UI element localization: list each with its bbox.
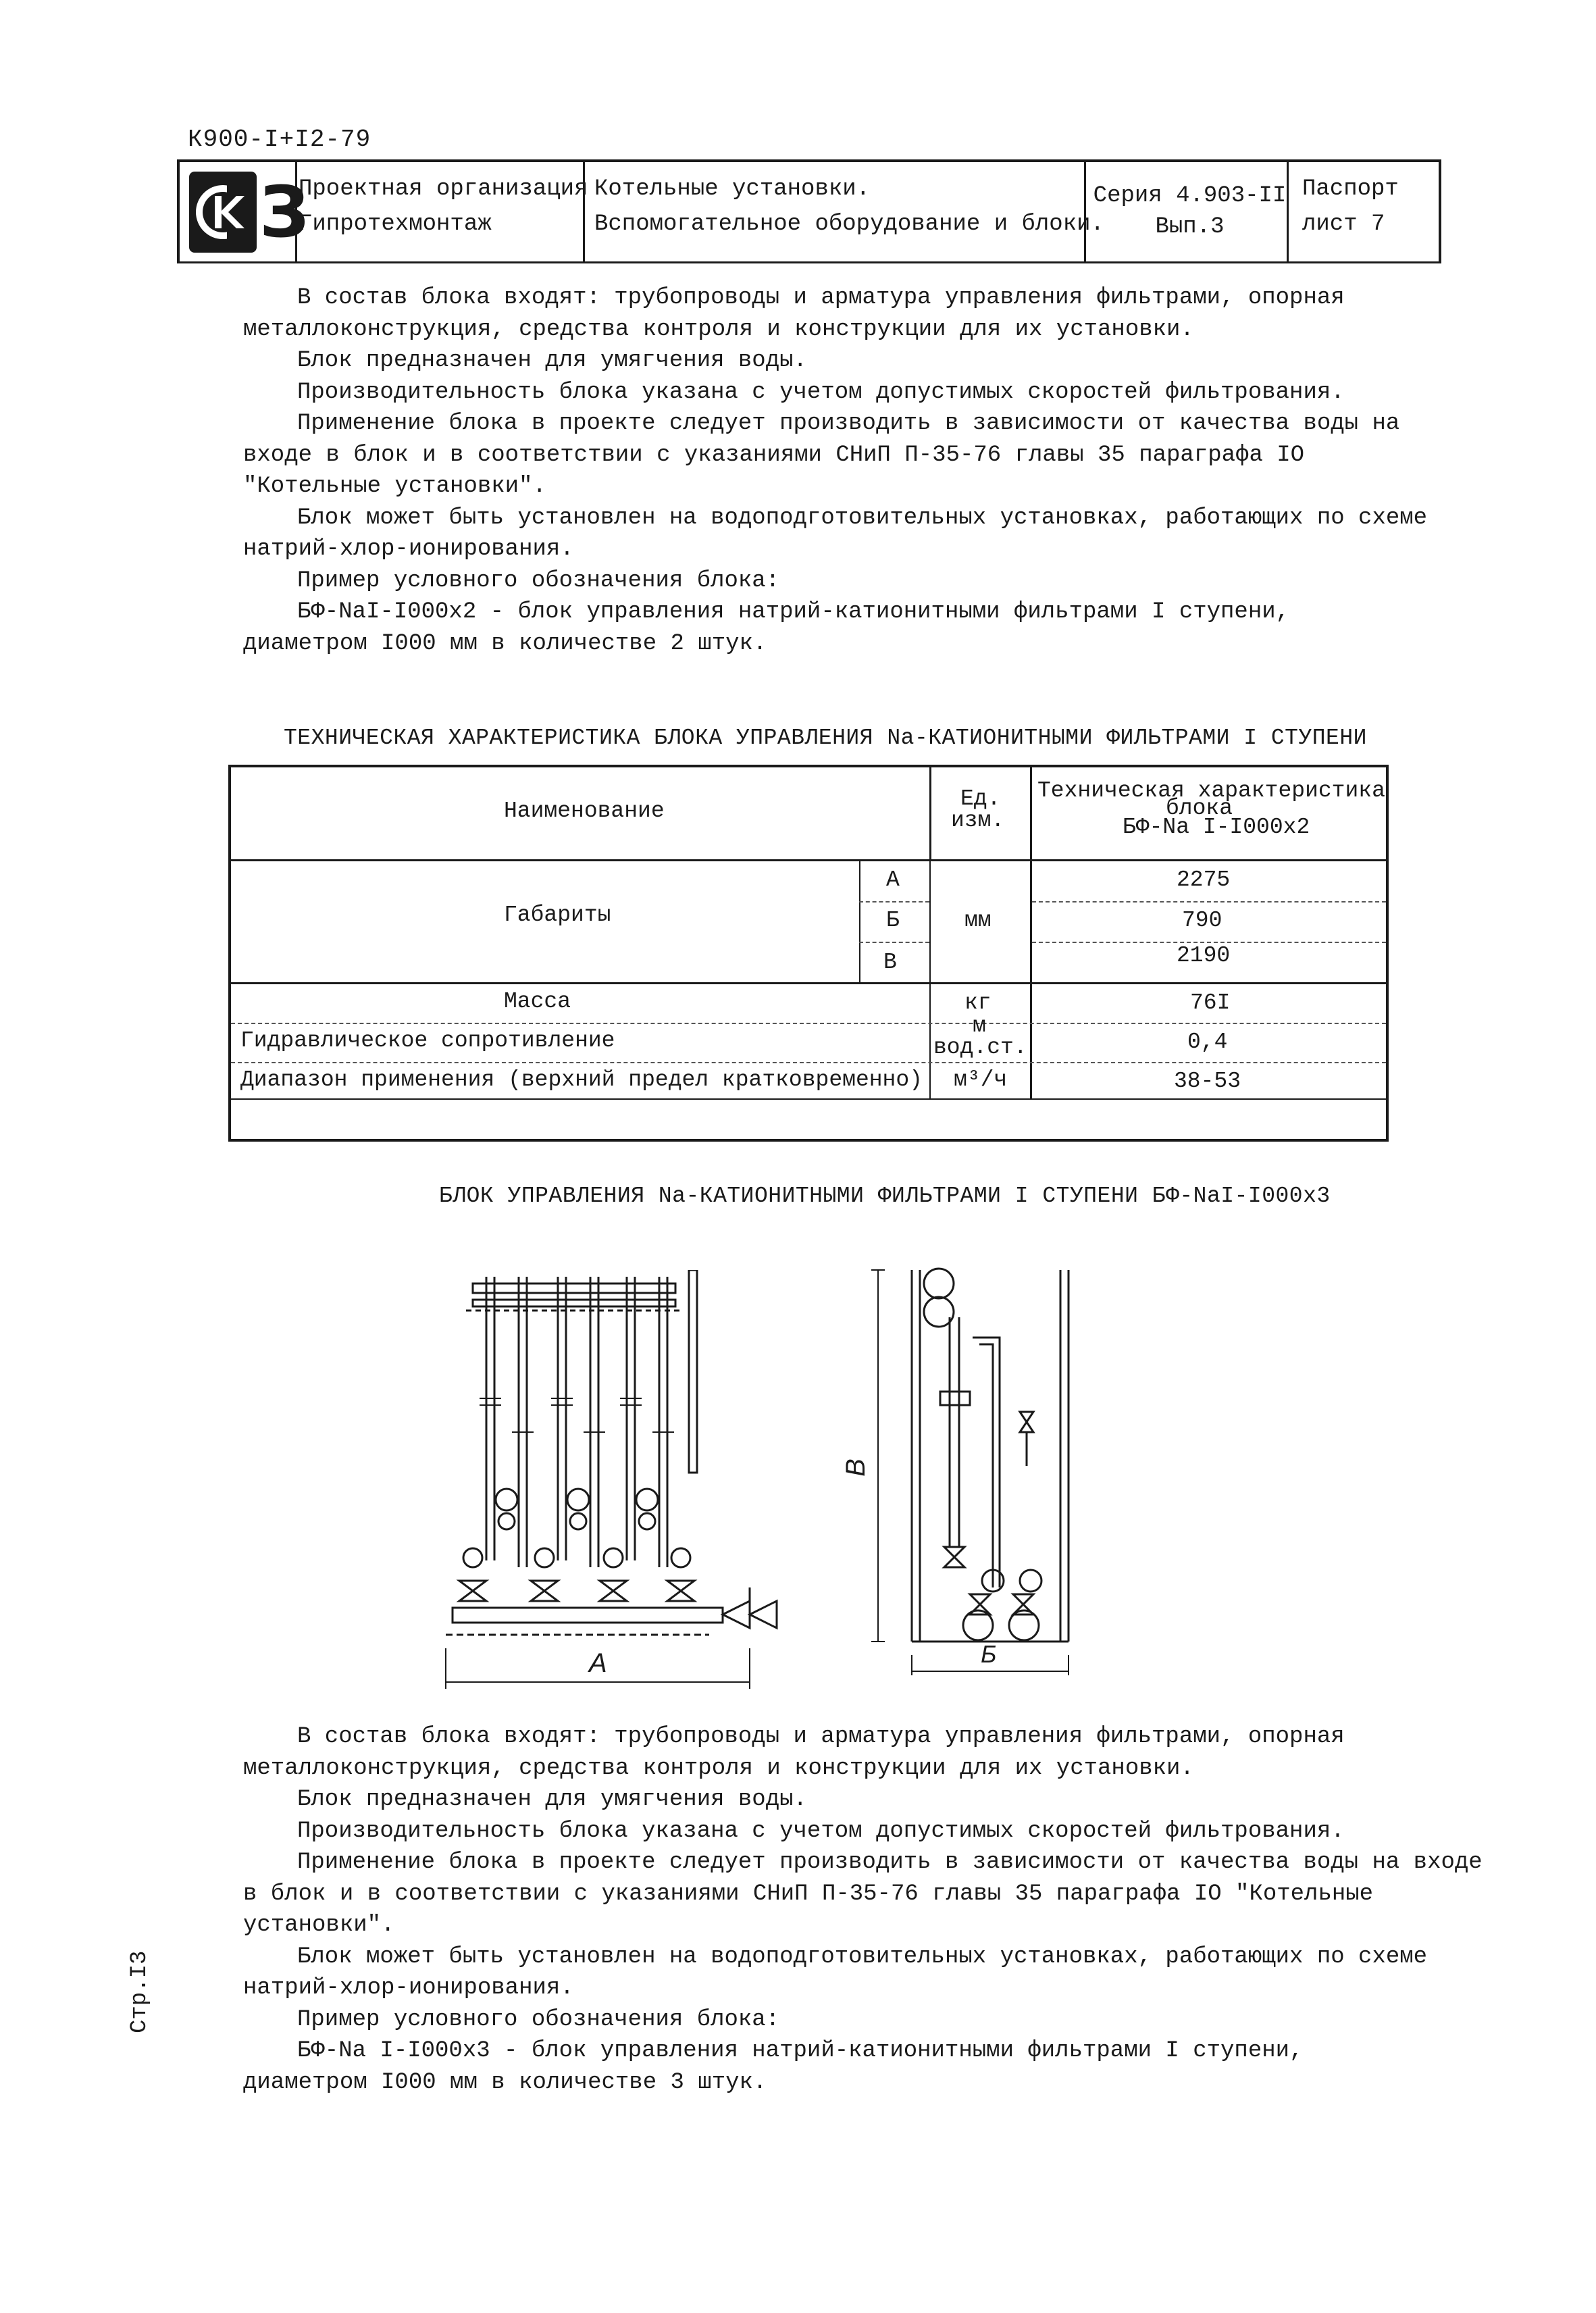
- document-code: К900-I+I2-79: [188, 126, 371, 153]
- passport-cell: [1289, 162, 1439, 261]
- text-line: Пример условного обозначения блока:: [297, 567, 780, 594]
- text-line: БФ-NaI-I000x2 - блок управления натрий-катионитными фильтрами I ступени,: [297, 599, 1290, 625]
- range-unit: м³/ч: [954, 1067, 1008, 1092]
- series-cell: [1086, 162, 1289, 261]
- text-line: Блок может быть установлен на водоподготовительных установках, работающих по схеме: [297, 505, 1428, 531]
- table-rule: [859, 901, 929, 903]
- table-rule: [231, 1023, 1386, 1024]
- title-block: [177, 159, 1441, 263]
- text-line: Применение блока в проекте следует производить в зависимости от качества воды на: [297, 411, 1400, 436]
- text-line: Пример условного обозначения блока:: [297, 2006, 780, 2033]
- dimension-a-label: А: [886, 867, 900, 892]
- table-title: ТЕХНИЧЕСКАЯ ХАРАКТЕРИСТИКА БЛОКА УПРАВЛЕНИЯ Na-КАТИОНИТНЫМИ ФИЛЬТРАМИ I СТУПЕНИ: [284, 726, 1367, 751]
- dimensions-unit: мм: [964, 908, 992, 933]
- table-rule: [859, 942, 929, 943]
- table-rule: [929, 861, 931, 982]
- table-rule: [231, 1098, 1386, 1100]
- text-line: металлоконструкция, средства контроля и конструкции для их установки.: [243, 1755, 1194, 1781]
- text-line: "Котельные установки".: [243, 474, 546, 499]
- document-title-cell: [585, 162, 1104, 261]
- document-title-line2: Вспомогательное оборудование и блоки.: [594, 211, 1104, 237]
- logo-cell: [180, 162, 309, 261]
- column-header-spec-3: БФ-Na I-I000x2: [1123, 815, 1310, 840]
- dimension-a-drawing-label: А: [589, 1648, 607, 1678]
- front-view-drawing: [432, 1270, 783, 1702]
- text-line: металлоконструкция, средства контроля и конструкции для их установки.: [243, 316, 1194, 342]
- dimension-b-label: Б: [886, 908, 900, 933]
- column-header-spec-1: Техническая характеристика: [1037, 778, 1385, 803]
- dimension-v-value: 2190: [1177, 943, 1231, 968]
- passport-label: Паспорт: [1302, 176, 1399, 202]
- text-line: диаметром I000 мм в количестве 3 штук.: [243, 2069, 767, 2095]
- dimension-v-drawing-label: В: [840, 1458, 871, 1477]
- text-line: В состав блока входят: трубопроводы и арматура управления фильтрами, опорная: [297, 1724, 1345, 1750]
- hydraulic-unit-1: м: [973, 1013, 986, 1038]
- text-line: Производительность блока указана с учетом допустимых скоростей фильтрования.: [297, 379, 1345, 405]
- text-line: Блок предназначен для умягчения воды.: [297, 1787, 807, 1812]
- text-line: Блок предназначен для умягчения воды.: [297, 348, 807, 374]
- column-header-unit-1: Ед.: [960, 786, 1001, 811]
- text-line: диаметром I000 мм в количестве 2 штук.: [243, 630, 767, 657]
- organization-label: Проектная организация: [299, 176, 588, 202]
- row-label-application-range: Диапазон применения (верхний предел кратковременно): [240, 1067, 923, 1092]
- series-issue: Вып.3: [1155, 214, 1225, 240]
- logo-letter: З: [259, 171, 309, 253]
- text-line: БФ-Na I-I000x3 - блок управления натрий-катионитными фильтрами I ступени,: [297, 2038, 1304, 2064]
- mass-unit: кг: [964, 990, 992, 1015]
- organization-logo-icon: [189, 172, 257, 253]
- page-number: Стр.I3: [127, 1950, 153, 2033]
- range-value: 38-53: [1174, 1069, 1241, 1094]
- text-line: установки".: [243, 1912, 395, 1938]
- passport-sheet: лист 7: [1302, 211, 1385, 237]
- table-rule: [231, 982, 1386, 984]
- table-rule: [231, 859, 1386, 861]
- text-line: натрий-хлор-ионирования.: [243, 1975, 574, 2001]
- drawing-title: БЛОК УПРАВЛЕНИЯ Na-КАТИОНИТНЫМИ ФИЛЬТРАМИ I СТУПЕНИ БФ-NaI-I000x3: [439, 1184, 1331, 1209]
- description-paragraphs: [243, 1721, 1483, 2098]
- text-line: в блок и в соответствии с указаниями СНиП П-35-76 главы 35 параграфа IO "Котельные: [243, 1881, 1374, 1907]
- dimension-b-value: 790: [1182, 908, 1222, 933]
- column-header-name: Наименование: [504, 798, 665, 823]
- table-rule: [859, 861, 860, 982]
- table-rule: [929, 982, 931, 1098]
- row-label-hydraulic-resistance: Гидравлическое сопротивление: [240, 1028, 615, 1053]
- column-header-spec-2: блока: [1166, 796, 1233, 821]
- organization-cell: [297, 162, 588, 261]
- row-label-dimensions: Габариты: [504, 903, 611, 927]
- dimension-b-drawing-label: Б: [981, 1640, 997, 1668]
- table-rule: [1032, 901, 1386, 903]
- text-line: Применение блока в проекте следует производить в зависимости от качества воды на входе: [297, 1850, 1483, 1875]
- column-header-unit-2: изм.: [951, 808, 1005, 833]
- mass-value: 76I: [1190, 990, 1231, 1015]
- text-line: В состав блока входят: трубопроводы и арматура управления фильтрами, опорная: [297, 285, 1345, 311]
- dimension-a-value: 2275: [1177, 867, 1231, 892]
- table-rule: [1030, 767, 1032, 1098]
- hydraulic-unit-2: вод.ст.: [933, 1035, 1027, 1060]
- text-line: натрий-хлор-ионирования.: [243, 536, 574, 562]
- text-line: Производительность блока указана с учетом допустимых скоростей фильтрования.: [297, 1818, 1345, 1844]
- dimension-v-label: В: [883, 950, 897, 975]
- hydraulic-value: 0,4: [1187, 1030, 1228, 1054]
- organization-name: Гипротехмонтаж: [299, 211, 492, 237]
- intro-paragraphs: [243, 282, 1427, 659]
- spec-table: [228, 765, 1389, 1142]
- row-label-mass: Масса: [504, 989, 571, 1014]
- table-rule: [929, 767, 931, 861]
- text-line: Блок может быть установлен на водоподготовительных установках, работающих по схеме: [297, 1943, 1428, 1970]
- side-view-drawing: [865, 1263, 1087, 1682]
- series-number: Серия 4.903-II: [1093, 183, 1287, 209]
- table-rule: [231, 1062, 1386, 1063]
- text-line: входе в блок и в соответствии с указаниями СНиП П-35-76 главы 35 параграфа IO: [243, 442, 1305, 468]
- document-title-line1: Котельные установки.: [594, 176, 871, 202]
